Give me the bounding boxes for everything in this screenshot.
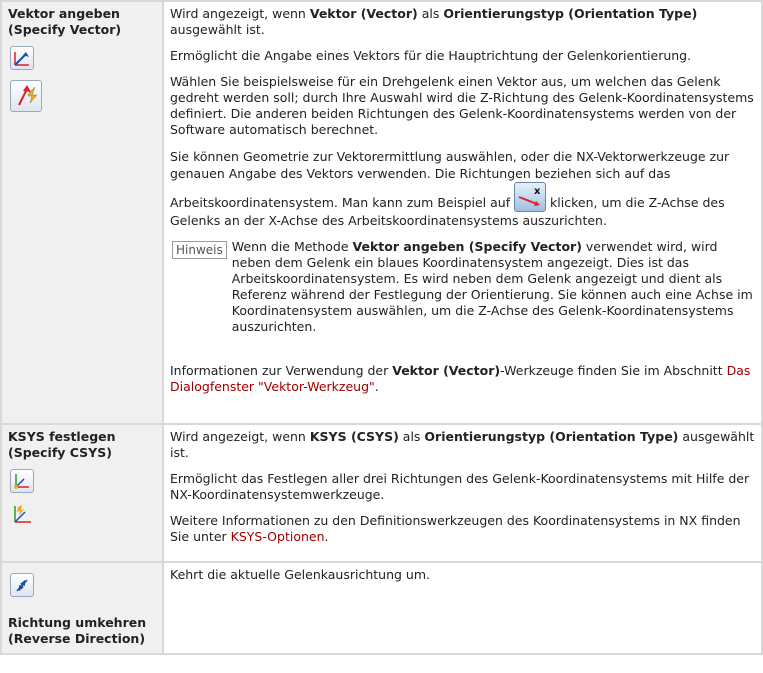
term-specify-vector: Vektor angeben (Specify Vector) (8, 6, 122, 37)
vector-dialog-icon (10, 46, 34, 70)
term-cell (1, 424, 163, 562)
x-axis-icon (514, 182, 546, 212)
table-row (1, 562, 762, 654)
csys-dialog-icon (10, 469, 34, 493)
csys-options-link[interactable]: KSYS-Optionen (230, 529, 325, 544)
term-cell (1, 562, 163, 654)
description-cell: Kehrt die aktuelle Gelenkausrichtung um. (163, 562, 762, 654)
description-cell: Wird angezeigt, wenn KSYS (CSYS) als Orientierungstyp (Orientation Type) ausgewählt ist. Ermöglicht das Festlegen aller drei Richtungen des Gelenk-Koordinatensystems mit Hilfe der NX-Koordinatensystemwerkzeuge. Weitere Informationen zu den Definitionswerkzeugen des Koordinatensystems in NX finden Sie unter KSYS-Optionen. (163, 424, 762, 562)
inferred-vector-icon (10, 80, 42, 112)
reverse-direction-icon (10, 573, 34, 597)
svg-text:x: x (534, 186, 541, 197)
table-row (1, 1, 762, 424)
note-tag: Hinweis (172, 241, 227, 259)
term-cell (1, 1, 163, 424)
note-box (172, 239, 755, 335)
note-text: Wenn die Methode Vektor angeben (Specify Vector) verwendet wird, wird neben dem Gelenk ein blaues Koordinatensystem angezeigt. Dies ist das Arbeitskoordinatensystem. Es wird neben dem Gelenk angezeigt und dient als Referenz während der Festlegung der Orientierung. Sie können auch eine Achse im Koordinatensystem auswählen, um die Z-Achse des Gelenk-Koordinatensystems auszurichten. (231, 239, 753, 334)
term-specify-csys: KSYS festlegen (Specify CSYS) (8, 429, 116, 460)
inferred-csys-icon (10, 503, 32, 525)
term-reverse-direction: Richtung umkehren (Reverse Direction) (8, 615, 147, 646)
vector-dialog-link[interactable]: Das Dialogfenster "Vektor-Werkzeug" (170, 363, 751, 394)
table-row (1, 424, 762, 562)
description-cell: Wird angezeigt, wenn Vektor (Vector) als Orientierungstyp (Orientation Type) ausgewählt ist. Ermöglicht die Angabe eines Vektors für die Hauptrichtung der Gelenkorientierung. Wählen Sie beispielsweise für ein Drehgelenk einen Vektor aus, um welchen das Gelenk gedreht werden soll; durch Ihre Auswahl wird die Z-Richtung des Gelenk-Koordinatensystems definiert. Die anderen beiden Richtungen des Gelenk-Koordinatensystems werden von der Software automatisch berechnet. Sie können Geometrie zur Vektorermittlung auswählen, oder die NX-Vektorwerkzeuge zur genauen Angabe des Vektors verwenden. Die Richtungen beziehen sich auf das Arbeitskoordinatensystem. Man kann zum Beispiel auf x klicken, um die Z-Achse des Gelenks an der X-Achse des Arbeitskoordinatensystems auszurichten. Hinweis Wenn die Methode Vektor angeben (Specify Vector) verwendet wird, wird neben dem Gelenk ein blaues Koordinatensystem angezeigt. Dies ist das Arbeitskoordinatensystem. Es wird neben dem Gelenk angezeigt und dient als Referenz während der Festlegung der Orientierung. Sie können auch eine Achse im Koordinatensystem auswählen, um die Z-Achse des Gelenk-Koordinatensystems auszurichten. Informationen zur Verwendung der Vektor (Vector)-Werkzeuge finden Sie im Abschnitt Das Dialogfenster "Vektor-Werkzeug". (163, 1, 762, 424)
